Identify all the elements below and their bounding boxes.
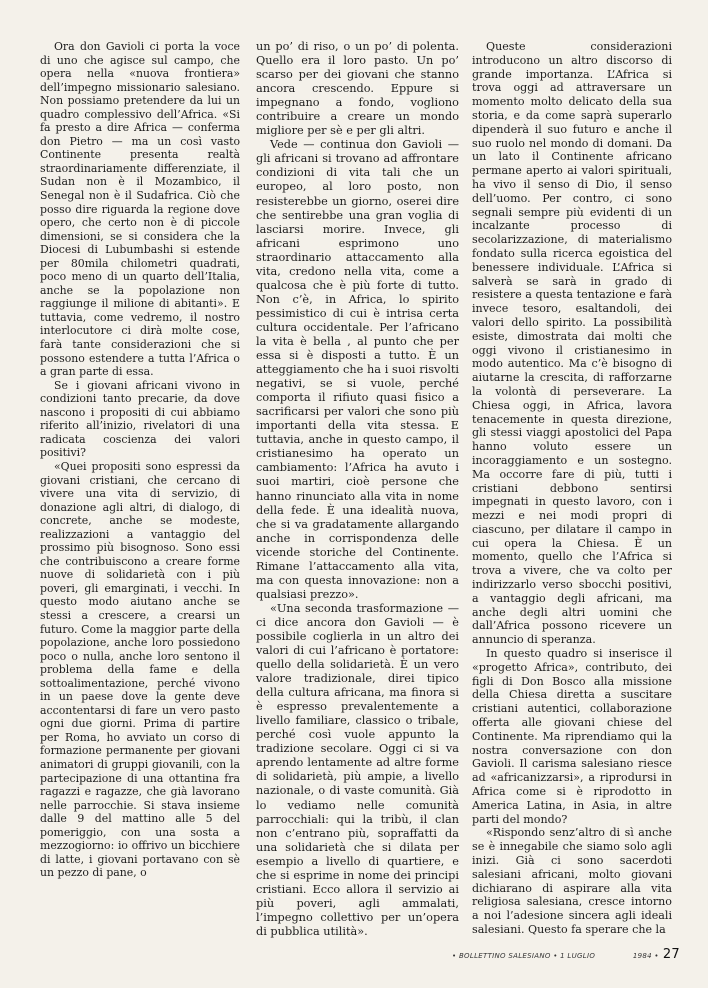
paragraph: «Rispondo senz’altro di sì anche se è innegabile che siamo solo agli inizi. Già ci sono sacerdoti salesiani africani, molto giovani dichiarano di aspirare alla vita religiosa salesiana, cresce intorno a noi l’adesione sincera agli ideali salesiani. Questo fa sperare che la [472,826,672,936]
text-column-2 [256,40,459,939]
page-footer [452,947,680,962]
paragraph: In questo quadro si inserisce il «progetto Africa», contributo, dei figli di Don Bosco alla missione della Chiesa diretta a suscitare cristiani autentici, collaborazione offerta alle giovani chiese del Continente. Ma riprendiamo qui la nostra conversazione con don Gavioli. Il carisma salesiano riesce ad «africanizzarsi», a riprodursi in Africa come si è riprodotto in America Latina, in Asia, in altre parti del mondo? [472,647,672,826]
paragraph: «Quei propositi sono espressi da giovani cristiani, che cercano di vivere una vita di servizio, di donazione agli altri, di dialogo, di concrete, anche se modeste, realizzazioni a vantaggio del prossimo più bisognoso. Sono essi che contribuiscono a creare forme nuove di solidarietà con i più poveri, gli emarginati, i vecchi. In questo modo aiutano anche se stessi a crescere, a crearsi un futuro. Come la maggior parte della popolazione, anche loro possiedono poco o nulla, anche loro sentono il problema della fame e della sottoalimentazione, perché vivono in un paese dove la gente deve accontentarsi di fare un vero pasto ogni due giorni. Prima di partire per Roma, ho avviato un corso di formazione permanente per giovani animatori di gruppi giovanili, con la partecipazione di una ottantina fra ragazzi e ragazze, che già lavorano nelle parrocchie. Si stava insieme dalle 9 del mattino alle 5 del pomeriggio, con una sosta a mezzogiorno: io offrivo un bicchiere di latte, i giovani portavano con sè un pezzo di pane, o [40,459,240,880]
publication-name: • BOLLETTINO SALESIANO • 1 LUGLIO [452,952,596,960]
text-column-1 [40,40,240,880]
paragraph: un po’ di riso, o un po’ di polenta. Quello era il loro pasto. Un po’ scarso per dei giovani che stanno ancora crescendo. Eppure si impegnano a fondo, vogliono contribuire a creare un mondo migliore per sè e per gli altri. [256,40,459,138]
text-column-3 [472,40,672,937]
paragraph: «Una seconda trasformazione — ci dice ancora don Gavioli — è possibile coglierla in un altro dei valori di cui l’africano è portatore: quello della solidarietà. È un vero valore tradizionale, direi tipico della cultura africana, ma finora si è espresso prevalentemente a livello familiare, classico o tribale, perché così vuole appunto la tradizione secolare. Oggi ci si va aprendo lentamente ad altre forme di solidarietà, più ampie, a livello nazionale, o di vaste comunità. Già lo vediamo nelle comunità parrocchiali: qui la tribù, il clan non c’entrano più, sopraffatti da una solidarietà che si dilata per esempio a livello di quartiere, e che si esprime in nome dei principi cristiani. Ecco allora il servizio ai più poveri, agli ammalati, l’impegno collettivo per un’opera di pubblica utilità». [256,601,459,938]
paragraph: Vede — continua don Gavioli — gli africani si trovano ad affrontare condizioni di vita tali che un europeo, al loro posto, non resisterebbe un giorno, oserei dire che sentirebbe una gran voglia di lasciarsi morire. Invece, gli africani esprimono uno straordinario attaccamento alla vita, credono nella vita, come a qualcosa che è più forte di tutto. Non c’è, in Africa, lo spirito pessimistico di cui è intrisa certa cultura occidentale. Per l’africano la vita è bella , al punto che per essa si è disposti a tutto. È un atteggiamento che ha i suoi risvolti negativi, se si vuole, perché comporta il rifiuto quasi fisico a sacrificarsi per valori che sono più importanti della vita stessa. E tuttavia, anche in questo campo, il cristianesimo ha operato un cambiamento: l’Africa ha avuto i suoi martiri, cioè persone che hanno rinunciato alla vita in nome della fede. È una idealità nuova, che si va gradatamente allargando anche in corrispondenza delle vicende storiche del Continente. Rimane l’attaccamento alla vita, ma con questa innovazione: non a qualsiasi prezzo». [256,138,459,601]
paragraph: Queste considerazioni introducono un altro discorso di grande importanza. L’Africa si trova oggi ad attraversare un momento molto delicato della sua storia, e da come saprà superarlo dipenderà il suo futuro e anche il suo ruolo nel mondo di domani. Da un lato il Continente africano permane aperto ai valori spirituali, ha vivo il senso di Dio, il senso dell’uomo. Per contro, ci sono segnali sempre più evidenti di un incalzante processo di secolarizzazione, di materialismo fondato sulla ricerca egoistica del benessere individuale. L’Africa si salverà se sarà in grado di resistere a questa tentazione e farà invece tesoro, esaltandoli, dei valori dello spirito. La possibilità esiste, dimostrata dai molti che oggi vivono il cristianesimo in modo autentico. Ma c’è bisogno di aiutarne la crescita, di rafforzarne la volontà di perseverare. La Chiesa oggi, in Africa, lavora tenacemente in questa direzione, gli stessi viaggi apostolici del Papa hanno voluto essere un incoraggiamento e un sostegno. Ma occorre fare di più, tutti i cristiani debbono sentirsi impegnati in questo lavoro, con i mezzi e nei modi propri di ciascuno, per dilatare il campo in cui opera la Chiesa. È un momento, quello che l’Africa si trova a vivere, che va colto per indirizzarlo verso sbocchi positivi, a vantaggio degli africani, ma anche degli altri uomini che dall’Africa possono ricevere un annuncio di speranza. [472,40,672,647]
paragraph: Ora don Gavioli ci porta la voce di uno che agisce sul campo, che opera nella «nuova frontiera» dell’impegno missionario salesiano. Non possiamo pretendere da lui un quadro complessivo dell’Africa. «Si fa presto a dire Africa — conferma don Pietro — ma un così vasto Continente presenta realtà straordinariamente differenziate, il Sudan non è il Mozambico, il Senegal non è il Sudafrica. Ciò che posso dire riguarda la regione dove opero, che certo non è di piccole dimensioni, se si considera che la Diocesi di Lubumbashi si estende per 80mila chilometri quadrati, poco meno di un quarto dell’Italia, anche se la popolazione non raggiunge il milione di abitanti». E tuttavia, come vedremo, il nostro interlocutore ci dirà molte cose, farà tante considerazioni che si possono estendere a tutta l’Africa o a gran parte di essa. [40,40,240,379]
paragraph: Se i giovani africani vivono in condizioni tanto precarie, da dove nascono i propositi di cui abbiamo riferito all’inizio, rivelatori di una radicata coscienza dei valori positivi? [40,378,240,460]
publication-year: 1984 • [632,952,659,960]
page-number: 27 [662,947,680,962]
